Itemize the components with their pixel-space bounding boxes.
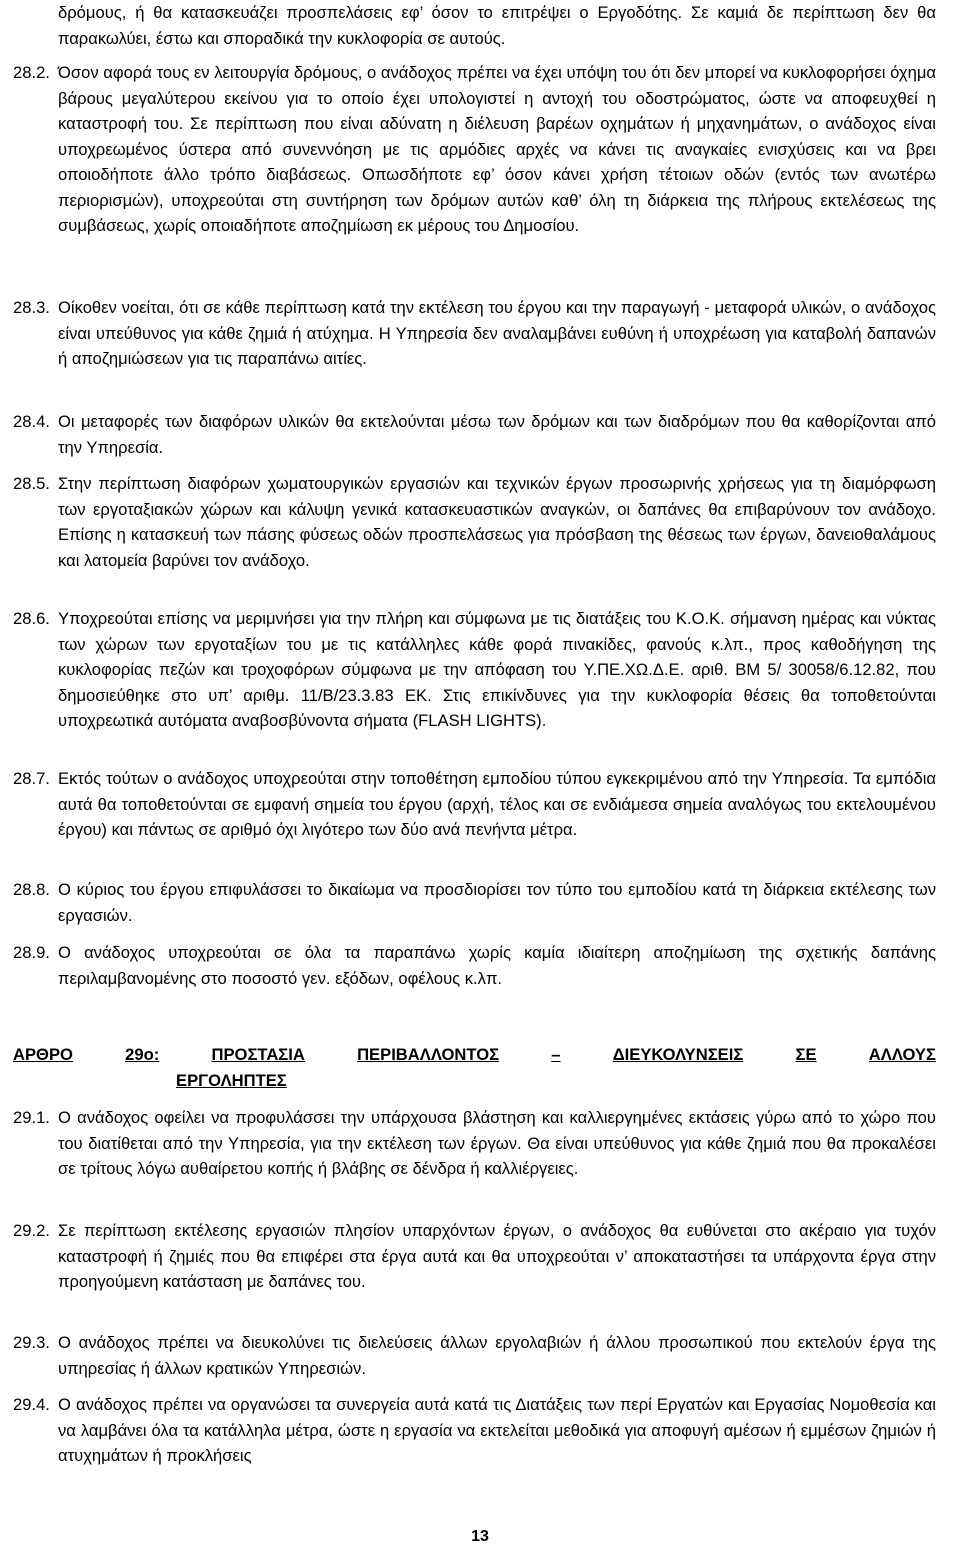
heading-line-2: ΕΡΓΟΛΗΠΤΕΣ <box>176 1070 287 1090</box>
clause-number: 28.5. <box>13 474 50 493</box>
clause-text: Ο ανάδοχος πρέπει να οργανώσει τα συνεργεία αυτά κατά τις Διατάξεις των περί Εργατών και Εργασίας Νομοθεσία και να λαμβάνει όλα τα κατάλληλα μέτρα, ώστε η εργασία να εκτελείται μεθοδικά για αποφυγή αμέσων ή εμμέσων ζημιών ή ατυχημάτων ή προκλήσεις <box>58 1395 936 1465</box>
clause-28-5 <box>13 471 936 573</box>
clause-28-6 <box>13 606 936 734</box>
clause-text: Ο κύριος του έργου επιφυλάσσει το δικαίωμα να προσδιορίσει τον τύπο του εμποδίου κατά τη διάρκεια εκτέλεσης των εργασιών. <box>58 880 936 925</box>
clause-28-2 <box>13 60 936 239</box>
clause-number: 29.3. <box>13 1333 50 1352</box>
clause-29-3 <box>13 1330 936 1381</box>
article-29-heading <box>13 1042 936 1093</box>
clause-number: 28.3. <box>13 298 50 317</box>
clause-number: 28.7. <box>13 769 50 788</box>
clause-number: 29.2. <box>13 1221 50 1240</box>
clause-text: Εκτός τούτων ο ανάδοχος υποχρεούται στην τοποθέτηση εμποδίου τύπου εγκεκριμένου από την Υπηρεσία. Τα εμπόδια αυτά θα τοποθετούνται σε εμφανή σημεία του έργου (αρχή, τέλος και σε ενδιάμεσα σημεία αναλόγως του εκτελουμένου έργου) και πάντως σε αριθμό όχι λιγότερο των δύο ανά πενήντα μέτρα. <box>58 769 936 839</box>
heading-word: ΣΕ <box>795 1045 817 1064</box>
heading-word: 29ο: <box>125 1045 160 1064</box>
clause-28-4 <box>13 409 936 460</box>
heading-word: ΠΡΟΣΤΑΣΙΑ <box>211 1045 305 1064</box>
heading-word: ΑΛΛΟΥΣ <box>868 1045 936 1064</box>
clause-text: Οι μεταφορές των διαφόρων υλικών θα εκτελούνται μέσω των δρόμων και των διαδρόμων που θα καθορίζονται από την Υπηρεσία. <box>58 412 936 457</box>
clause-number: 28.6. <box>13 609 50 628</box>
heading-word: ΔΙΕΥΚΟΛΥΝΣΕΙΣ <box>612 1045 744 1064</box>
clause-number: 28.4. <box>13 412 50 431</box>
clause-29-1 <box>13 1105 936 1182</box>
clause-text: Ο ανάδοχος οφείλει να προφυλάσσει την υπάρχουσα βλάστηση και καλλιεργημένες εκτάσεις γύρω από το χώρο που του διατίθεται από την Υπηρεσία, για την εκτέλεση των έργων. Θα είναι υπεύθυνος για κάθε ζημιά που θα προκαλέσει σε τρίτους λόγω αυθαίρετου κοπής ή βλάβης σε δένδρα ή καλλιέργειες. <box>58 1108 936 1178</box>
clause-number: 29.1. <box>13 1108 50 1127</box>
clause-number: 28.9. <box>13 943 50 962</box>
clause-text: Υποχρεούται επίσης να μεριμνήσει για την πλήρη και σύμφωνα με τις διατάξεις του Κ.Ο.Κ. σήμανση ημέρας και νύκτας των χώρων των εργοταξίων του με τις κατάλληλες κάθε φορά πινακίδες, φανούς κ.λπ., προς καθοδήγηση της κυκλοφορίας πεζών και τροχοφόρων σύμφωνα με την απόφαση του Υ.ΠΕ.ΧΩ.Δ.Ε. αριθ. ΒΜ 5/ 30058/6.12.82, που δημοσιεύθηκε στο υπ’ αριθμ. 11/Β/23.3.83 ΕΚ. Στις επικίνδυνες για την κυκλοφορία θέσεις θα τοποθετούνται υποχρεωτικά αυτόματα αναβοσβύνοντα σήματα (FLASH LIGHTS). <box>58 609 936 730</box>
clause-29-4 <box>13 1392 936 1469</box>
heading-word: – <box>551 1045 561 1064</box>
clause-number: 28.2. <box>13 63 50 82</box>
page-number: 13 <box>471 1528 489 1545</box>
clause-28-7 <box>13 766 936 843</box>
clause-text: Οίκοθεν νοείται, ότι σε κάθε περίπτωση κατά την εκτέλεση του έργου και την παραγωγή - μεταφορά υλικών, ο ανάδοχος είναι υπεύθυνος για κάθε ζημιά ή ατύχημα. Η Υπηρεσία δεν αναλαμβάνει ευθύνη ή υποχρέωση για καταβολή δαπανών ή αποζημιώσεων για τις παραπάνω αιτίες. <box>58 298 936 368</box>
clause-28-9 <box>13 940 936 991</box>
intro-paragraph <box>58 0 936 51</box>
clause-text: Ο ανάδοχος πρέπει να διευκολύνει τις διελεύσεις άλλων εργολαβιών ή άλλου προσωπικού που εκτελούν έργα της υπηρεσίας ή άλλων κρατικών Υπηρεσιών. <box>58 1333 936 1378</box>
clause-number: 28.8. <box>13 880 50 899</box>
clause-29-2 <box>13 1218 936 1295</box>
intro-text: δρόμους, ή θα κατασκευάζει προσπελάσεις εφ’ όσον το επιτρέψει ο Εργοδότης. Σε καμιά δε περίπτωση δεν θα παρακωλύει, έστω και σποραδικά την κυκλοφορία σε αυτούς. <box>58 3 936 48</box>
heading-word: ΠΕΡΙΒΑΛΛΟΝΤΟΣ <box>357 1045 500 1064</box>
heading-word: ΑΡΘΡΟ <box>13 1045 73 1064</box>
clause-28-3 <box>13 295 936 372</box>
clause-text: Σε περίπτωση εκτέλεσης εργασιών πλησίον υπαρχόντων έργων, ο ανάδοχος θα ευθύνεται στο ακέραιο για τυχόν καταστροφή ή ζημιές που θα επιφέρει στα έργα αυτά και θα υποχρεούται ν’ αποκαταστήσει τα υπάρχοντα έργα στην προηγούμενη κατάσταση με δαπάνες του. <box>58 1221 936 1291</box>
clause-text: Ο ανάδοχος υποχρεούται σε όλα τα παραπάνω χωρίς καμία ιδιαίτερη αποζημίωση της σχετικής δαπάνης περιλαμβανομένης στο ποσοστό γεν. εξόδων, οφέλους κ.λπ. <box>58 943 936 988</box>
clause-text: Στην περίπτωση διαφόρων χωματουργικών εργασιών και τεχνικών έργων προσωρινής χρήσεως για τη διαμόρφωση των εργοταξιακών χώρων και κάλυψη γενικά κατασκευαστικών αναγκών, οι δαπάνες θα επιβαρύνουν τον ανάδοχο. Επίσης η κατασκευή των πάσης φύσεως οδών προσπελάσεως για πρόσβαση της θέσεως των έργων, δανειοθαλάμους και λατομεία βαρύνει τον ανάδοχο. <box>58 474 936 570</box>
clause-text: Όσον αφορά τους εν λειτουργία δρόμους, ο ανάδοχος πρέπει να έχει υπόψη του ότι δεν μπορεί να κυκλοφορήσει όχημα βάρους μεγαλύτερου εκείνου για το οποίο έχει υπολογιστεί η αντοχή του οδοστρώματος, ώστε να αποφευχθεί η καταστροφή του. Σε περίπτωση που είναι αδύνατη η διέλευση βαρέων οχημάτων ή μηχανημάτων, ο ανάδοχος είναι υποχρεωμένος ύστερα από συνεννόηση με τις αρμόδιες αρχές να κάνει τις αναγκαίες ενισχύσεις και να βρει οποιοδήποτε άλλο τρόπο διαβάσεως. Οπωσδήποτε εφ’ όσον κάνει χρήση τέτοιων οδών (εντός των ανωτέρω περιορισμών), υποχρεούται στη συντήρηση των δρόμων αυτών καθ’ όλη τη διάρκεια της πλήρους εκτελέσεως της συμβάσεως, χωρίς οποιαδήποτε αποζημίωση εκ μέρους του Δημοσίου. <box>58 63 936 235</box>
clause-28-8 <box>13 877 936 928</box>
clause-number: 29.4. <box>13 1395 50 1414</box>
heading-line-1 <box>13 1042 936 1068</box>
